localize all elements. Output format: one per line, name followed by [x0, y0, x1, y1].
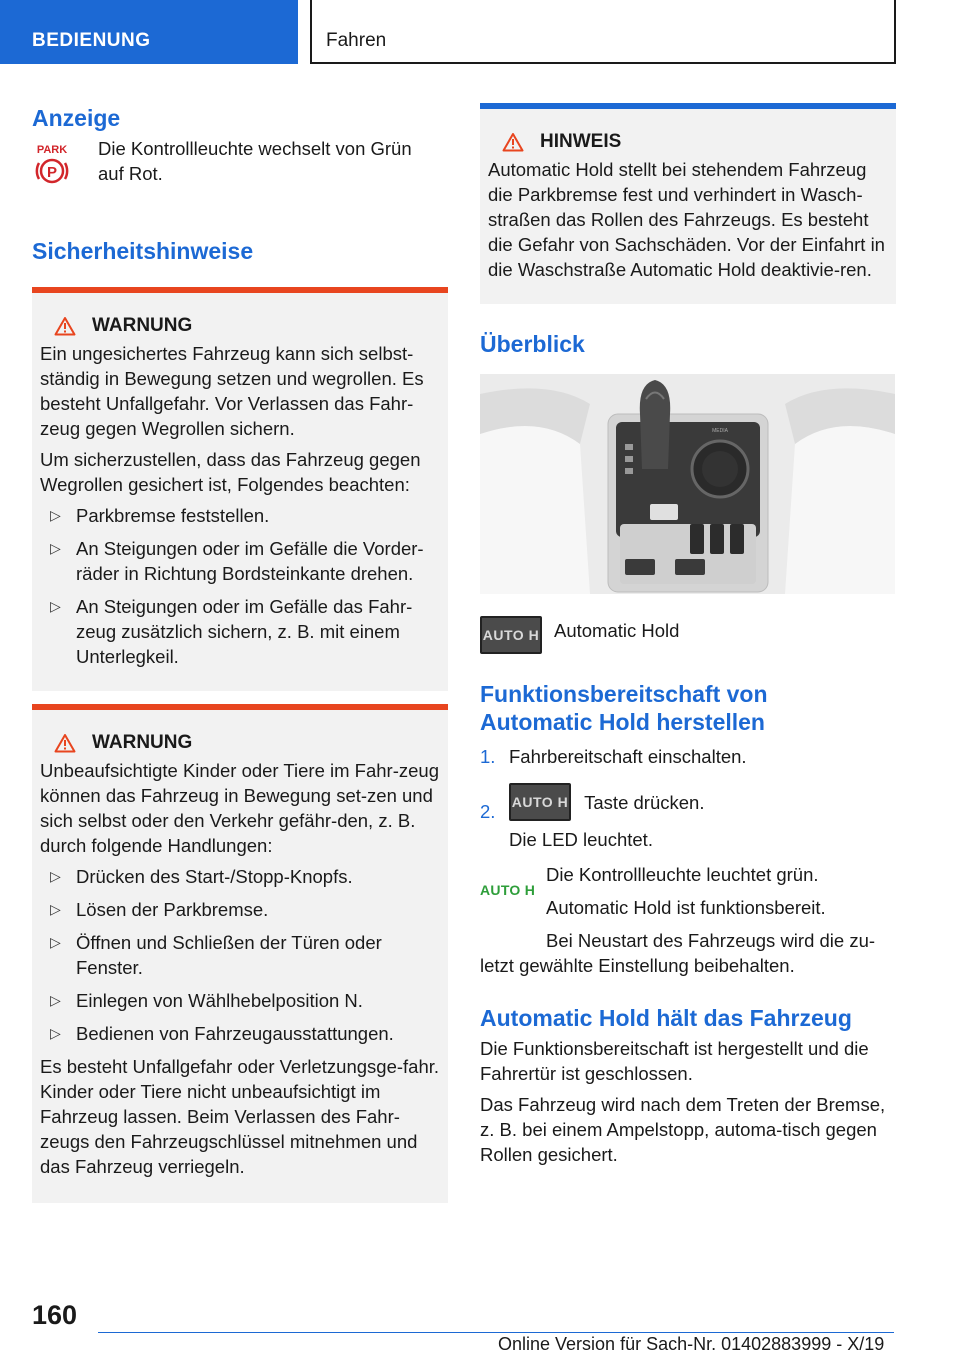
warning-title: WARNUNG — [92, 315, 193, 336]
park-icon-text: PARK — [36, 144, 68, 156]
warning-box-1 — [32, 287, 448, 691]
step-item: 2. AUTO H Taste drücken. Die LED leuchtet. — [480, 783, 896, 852]
svg-text:P: P — [46, 164, 58, 181]
list-item: ▷ An Steigungen oder im Gefälle das Fahr-zeug zusätzlich sichern, z. B. mit einem Unterlegkeil. — [50, 596, 413, 667]
led-text: Die LED leuchtet. — [509, 829, 653, 850]
warning-paragraph: Es besteht Unfallgefahr oder Verletzungsge-fahr. Kinder oder Tiere nicht unbeaufsichtigt im Fahrzeug lassen. Beim Verlassen des Fahr-zeugs den Fahrzeugschlüssel mitnehmen und das Fahrzeug verriegeln. — [40, 1056, 440, 1177]
warning-triangle-icon — [54, 733, 76, 753]
steps-list — [480, 744, 896, 852]
park-brake-icon — [32, 136, 98, 191]
hint-text: Automatic Hold stellt bei stehendem Fahrzeug die Parkbremse fest und verhindert in Wasch-straßen das Rollen des Fahrzeugs. Es besteht die Gefahr von Sachschäden. Vor der Einfahrt in die Waschstraße Automatic Hold deaktivie-ren. — [488, 159, 885, 280]
list-item: ▷ Lösen der Parkbremse. — [50, 899, 269, 920]
anzeige-heading: Anzeige — [32, 105, 121, 131]
svg-text:MEDIA: MEDIA — [712, 428, 728, 434]
center-console-image — [480, 374, 895, 594]
warning-list — [40, 864, 440, 1046]
warning-paragraph: Um sicherzustellen, dass das Fahrzeug gegen Wegrollen gesichert ist, Folgendes beachten: — [40, 449, 421, 495]
footer-divider — [98, 1332, 894, 1333]
list-item: ▷ Parkbremse feststellen. — [50, 505, 270, 526]
triangle-bullet-icon: ▷ — [50, 540, 61, 556]
warning-list — [40, 503, 440, 669]
hint-header — [488, 131, 888, 153]
triangle-bullet-icon: ▷ — [50, 934, 61, 950]
indicator-line: Automatic Hold ist funktionsbereit. — [546, 897, 826, 918]
list-item: ▷ Drücken des Start-/Stopp-Knopfs. — [50, 866, 353, 887]
page-number: 160 — [32, 1300, 78, 1330]
triangle-bullet-icon: ▷ — [50, 901, 61, 917]
auto-hold-caption: Automatic Hold — [554, 620, 680, 641]
auto-hold-button-icon: AUTO H — [480, 616, 542, 654]
warning-triangle-icon — [54, 316, 76, 336]
list-item: ▷ An Steigungen oder im Gefälle die Vorder-räder in Richtung Bordsteinkante drehen. — [50, 538, 424, 584]
triangle-bullet-icon: ▷ — [50, 868, 61, 884]
warning-header — [40, 732, 440, 754]
anzeige-text: Die Kontrollleuchte wechselt von Grün auf Rot. — [98, 138, 412, 184]
triangle-bullet-icon: ▷ — [50, 507, 61, 523]
overview-heading: Überblick — [480, 331, 585, 357]
footer-version-text: Online Version für Sach-Nr. 01402883999 - X/19 — [498, 1334, 885, 1354]
list-item: ▷ Einlegen von Wählhebelposition N. — [50, 990, 363, 1011]
function-heading: Funktionsbereitschaft von Automatic Hold herstellen — [480, 681, 768, 735]
list-item: ▷ Bedienen von Fahrzeugausstattungen. — [50, 1023, 394, 1044]
hint-box — [480, 103, 896, 304]
section-tab: BEDIENUNG — [0, 0, 298, 64]
warning-paragraph: Ein ungesichertes Fahrzeug kann sich selbst-ständig in Bewegung setzen und wegrollen. Es besteht Unfallgefahr. Vor Verlassen das Fahr-zeug gegen Wegrollen sichern. — [40, 343, 424, 439]
indicator-block — [480, 862, 896, 920]
safety-heading: Sicherheitshinweise — [32, 238, 254, 264]
triangle-bullet-icon: ▷ — [50, 1025, 61, 1041]
hold-paragraph: Das Fahrzeug wird nach dem Treten der Bremse, z. B. bei einem Ampelstopp, automa-tisch gegen Rollen gesichert. — [480, 1094, 886, 1165]
auto-hold-button-row — [480, 616, 896, 654]
triangle-bullet-icon: ▷ — [50, 992, 61, 1008]
right-column — [480, 103, 896, 1167]
warning-paragraph: Unbeaufsichtigte Kinder oder Tiere im Fahr-zeug können das Fahrzeug in Bewegung set-zen und sich selbst oder den Verkehr gefähr-den, z. B. durch folgende Handlungen: — [40, 760, 439, 856]
warning-header — [40, 315, 440, 337]
indicator-line: Bei Neustart des Fahrzeugs wird die zu-letzt gewählte Einstellung beibehalten. — [480, 930, 876, 976]
warning-triangle-icon — [502, 132, 524, 152]
hint-title: HINWEIS — [540, 131, 622, 152]
triangle-bullet-icon: ▷ — [50, 598, 61, 614]
left-column — [32, 100, 448, 1203]
step-item: 1. Fahrbereitschaft einschalten. — [480, 746, 747, 767]
auto-hold-indicator-icon: AUTO H — [480, 882, 536, 898]
warning-box-2 — [32, 704, 448, 1203]
chapter-title: Fahren — [310, 0, 896, 64]
hold-heading: Automatic Hold hält das Fahrzeug — [480, 1005, 852, 1031]
list-item: ▷ Öffnen und Schließen der Türen oder Fenster. — [50, 932, 382, 978]
anzeige-row — [32, 136, 448, 191]
auto-hold-button-icon: AUTO H — [509, 783, 571, 821]
indicator-line: Die Kontrollleuchte leuchtet grün. — [546, 864, 819, 885]
warning-title: WARNUNG — [92, 732, 193, 753]
hold-paragraph: Die Funktionsbereitschaft ist hergestellt und die Fahrertür ist geschlossen. — [480, 1038, 869, 1084]
